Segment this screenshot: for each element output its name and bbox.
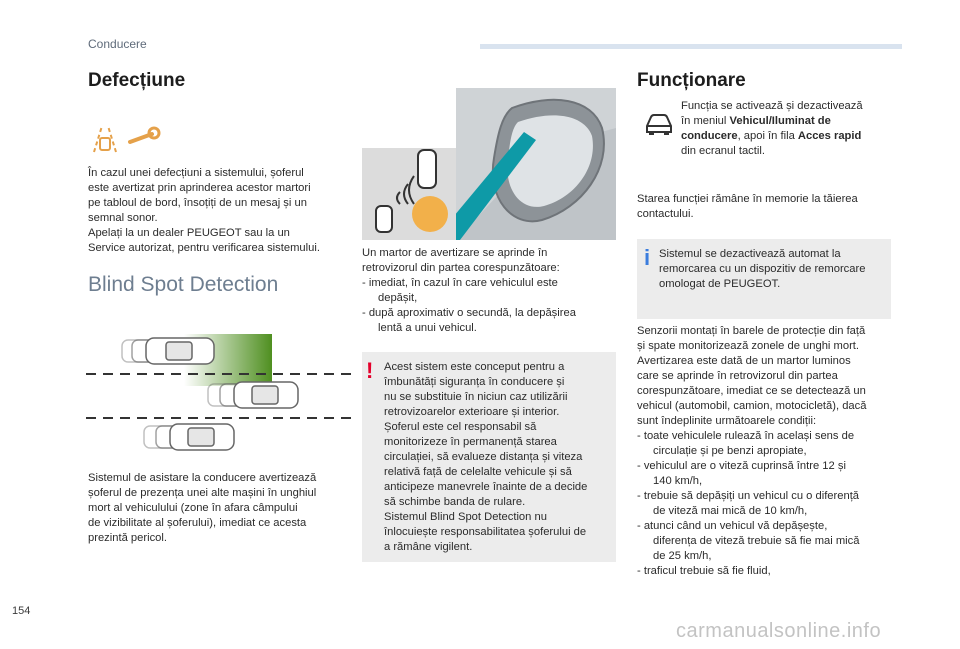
orange-zone: [412, 196, 448, 232]
warning-exclamation-icon: !: [366, 358, 374, 383]
fault-title: Defecțiune: [88, 70, 186, 91]
following-car: [144, 424, 234, 450]
bsd-description: Sistemul de asistare la conducere avertizează șoferul de prezența unei alte mașini în unghiul mort al vehiculului (zone în afara câmpului de vizibilitate al șoferului), imediat ce acesta prezintă pericol.: [88, 472, 317, 544]
fault-description: În cazul unei defecțiuni a sistemului, șoferul este avertizat prin aprinderea acestor martori pe tabloul de bord, însoțiți de un mesaj și un semnal sonor. Apelați la un dealer PEUGEOT sau la un Service autorizat, pentru verificarea sistemului.: [88, 167, 320, 254]
function-title: Funcționare: [637, 70, 746, 91]
mirror-description: Un martor de avertizare se aprinde în retrovizorul din partea corespunzătoare: - imediat, în cazul în care vehiculul este depășit, - după aproximativ o secundă, la depășirea lentă a unui vehicul.: [362, 247, 576, 334]
activation-instructions: Funcția se activează și dezactivează în meniul Vehicul/Iluminat de conducere, apoi în fila Acces rapid din ecranul tactil.: [681, 100, 863, 157]
info-icon: i: [644, 245, 651, 270]
wrench-icon: [130, 128, 159, 142]
car-icon: [376, 206, 392, 232]
header-bar: [480, 44, 902, 49]
watermark: carmanualsonline.info: [676, 620, 882, 642]
mirror-warning-illustration: [362, 88, 616, 240]
vehicle-menu-icon: [643, 112, 675, 136]
section-header: Conducere: [88, 37, 147, 51]
own-car: [208, 382, 298, 408]
warning-box: [362, 352, 616, 562]
info-text: Sistemul se dezactivează automat la remorcarea cu un dispozitiv de remorcare omologat de PEUGEOT.: [659, 248, 866, 290]
bsd-title: Blind Spot Detection: [88, 273, 279, 296]
memory-note: Starea funcției rămâne în memorie la tăierea contactului.: [637, 193, 858, 220]
page-number: 154: [12, 605, 31, 617]
sensor-conditions: Senzorii montați în barele de protecție din față și spate monitorizează zonele de unghi mort. Avertizarea este dată de un martor luminos care se aprinde în retrovizorul din partea corespunzătoare, imediat ce se detectează un vehicul (automobil, camion, motocicletă), dacă sunt îndeplinite următoarele condiții: - toate vehiculele rulează în același sens de circulație și pe benzi apropiate, - vehiculul are o viteză cuprinsă între 12 și 140 km/h, - trebuie să depășiți un vehicul cu o diferență de viteză mai mică de 10 km/h, - atunci când un vehicul vă depășește, diferența de viteză trebuie să fie mai mică de 25 km/h, - traficul trebuie să fie fluid,: [637, 325, 867, 577]
blind-spot-traffic-illustration: [86, 326, 354, 464]
warning-text: Acest sistem este conceput pentru a îmbunătăți siguranța în conducere și nu se substituie în niciun caz utilizării retrovizoarelor exterioare și interior. Șoferul este cel responsabil să monitorizeze în permanență starea circulației, să evalueze distanța și viteza relativă față de celelalte vehicule și să anticipeze manevrele înainte de a decide să schimbe banda de rulare. Sistemul Blind Spot Detection nu înlocuiește responsabilitatea șoferului de a rămâne vigilent.: [384, 361, 588, 553]
info-box: [637, 239, 891, 319]
overtaking-car: [122, 338, 214, 364]
car-icon: [418, 150, 436, 188]
fault-warning-icons: [86, 122, 166, 156]
blind-spot-warning-icon: [94, 126, 116, 152]
